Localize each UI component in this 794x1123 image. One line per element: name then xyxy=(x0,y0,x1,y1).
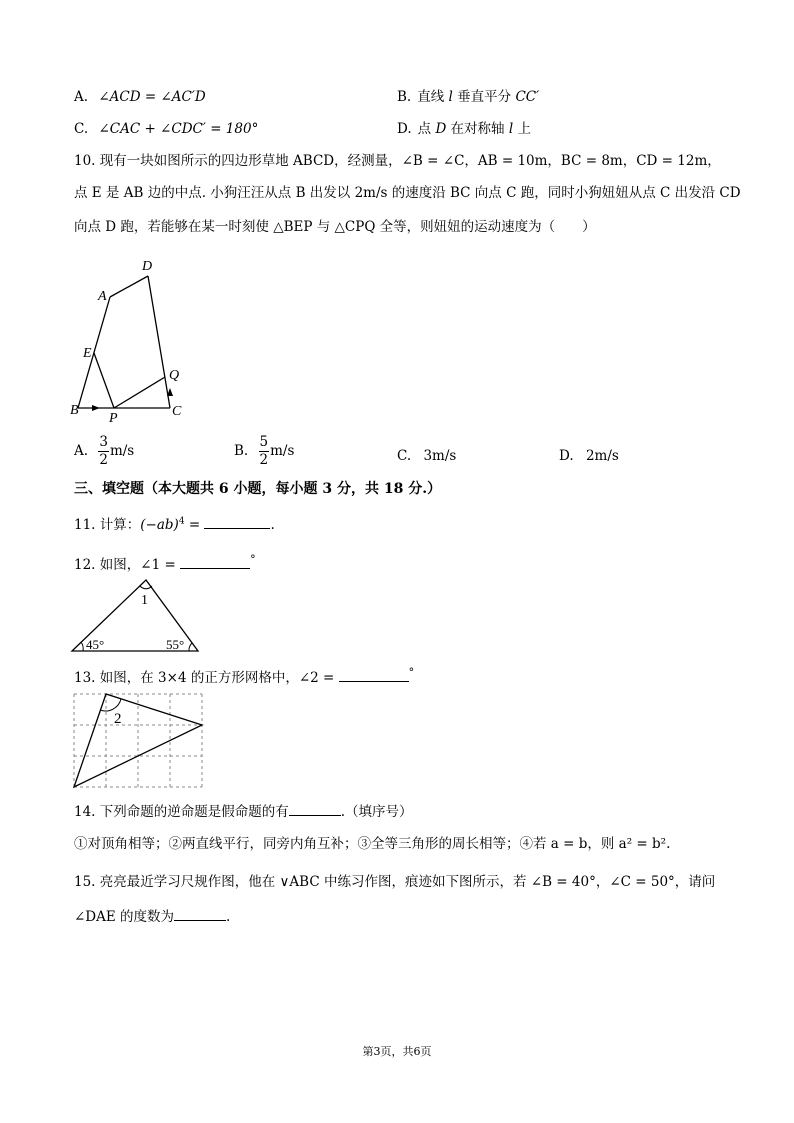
question-suffix: . xyxy=(226,909,231,925)
answer-blank[interactable] xyxy=(339,669,409,682)
label-p: P xyxy=(109,411,118,425)
angle-label-2: 2 xyxy=(114,711,122,727)
angle-label-55: 55° xyxy=(166,637,185,652)
arrow-bc-icon xyxy=(92,405,100,411)
option-label: D. xyxy=(397,121,412,137)
q9-option-d xyxy=(397,123,531,137)
q10-line-2: 点 E 是 AB 边的中点. 小狗汪汪从点 B 出发以 2m/s 的速度沿 BC 向点 C 跑，同时小狗妞妞从点 C 出发沿 CD xyxy=(74,185,741,201)
label-c: C xyxy=(172,404,182,419)
denominator: 2 xyxy=(259,451,269,468)
option-label: B. xyxy=(234,443,249,459)
exponent: 4 xyxy=(178,516,185,527)
answer-blank[interactable] xyxy=(204,516,270,529)
q12-triangle-figure xyxy=(66,574,204,654)
q9-option-a xyxy=(74,91,206,105)
answer-blank[interactable] xyxy=(289,803,341,816)
dashed-grid xyxy=(74,694,202,787)
option-text: ∠ACD = ∠AC′D xyxy=(98,89,206,105)
segment-pq xyxy=(114,377,165,408)
question-suffix: .（填序号） xyxy=(340,804,413,820)
option-text: CC′ xyxy=(515,89,540,105)
fraction xyxy=(259,436,270,467)
question-text: 11. 计算： xyxy=(74,517,141,533)
angle-45-arc xyxy=(81,642,83,651)
q10-option-d xyxy=(559,450,619,464)
expression: (−ab) xyxy=(140,517,179,533)
q15-line-1: 15. 亮亮最近学习尺规作图，他在 ∨ABC 中练习作图，痕迹如下图所示，若 ∠B = 40°，∠C = 50°，请问 xyxy=(74,874,716,890)
degree-sign: ° xyxy=(408,666,415,679)
q10-option-c xyxy=(397,450,456,464)
option-text: 上 xyxy=(513,121,531,137)
fraction xyxy=(98,436,109,467)
section-title: 三、填空题（本大题共 6 小题，每小题 3 分，共 18 分.） xyxy=(74,481,442,497)
q10-line-3: 向点 D 跑，若能够在某一时刻使 △BEP 与 △CPQ 全等，则妞妞的运动速度为（ ） xyxy=(74,219,596,235)
numerator: 3 xyxy=(99,434,108,450)
option-label: D. xyxy=(559,448,574,464)
option-label: C. xyxy=(74,121,89,137)
q10-option-b xyxy=(234,436,294,467)
angle-label-1: 1 xyxy=(141,593,148,608)
denominator: 2 xyxy=(99,451,108,468)
q12 xyxy=(74,554,256,573)
degree-sign: ° xyxy=(250,553,256,566)
segment-ep xyxy=(94,353,114,408)
label-b: B xyxy=(70,403,79,418)
question-text: 13. 如图，在 3×4 的正方形网格中，∠2 = xyxy=(74,670,339,686)
equals-sign: = xyxy=(184,517,205,533)
option-text: ∠CAC + ∠CDC′ = 180° xyxy=(98,121,259,137)
option-label: A. xyxy=(74,443,89,459)
option-text: 点 xyxy=(417,121,436,137)
option-unit: m/s xyxy=(109,443,135,459)
segment-ad xyxy=(110,276,148,297)
q13-grid-figure xyxy=(70,690,210,790)
option-text: l xyxy=(448,89,453,105)
q14-items: ①对顶角相等；②两直线平行，同旁内角互补；③全等三角形的周长相等；④若 a = b，则 a² = b². xyxy=(74,836,671,852)
q15-line-2 xyxy=(74,908,230,925)
answer-blank[interactable] xyxy=(174,908,226,921)
label-e: E xyxy=(83,346,92,361)
segment-dc xyxy=(148,276,170,408)
label-d: D xyxy=(142,259,153,274)
label-q: Q xyxy=(169,368,180,383)
option-text: 2m/s xyxy=(585,448,619,464)
angle-55-arc xyxy=(189,643,192,651)
option-text: l xyxy=(508,121,514,137)
option-text: 直线 xyxy=(417,89,449,105)
option-unit: m/s xyxy=(270,443,295,459)
q14 xyxy=(74,803,413,820)
q9-option-b xyxy=(397,91,539,105)
question-text: 14. 下列命题的逆命题是假命题的有 xyxy=(74,804,289,820)
page-footer: 第3页，共6页 xyxy=(362,1045,432,1058)
numerator: 5 xyxy=(259,434,269,450)
option-text: D xyxy=(435,121,447,137)
q13 xyxy=(74,667,414,686)
label-a: A xyxy=(98,289,107,304)
option-text: 垂直平分 xyxy=(452,89,516,105)
option-label: A. xyxy=(74,89,89,105)
angle-label-45: 45° xyxy=(86,637,105,652)
q9-option-c xyxy=(74,123,258,137)
q10-quadrilateral-figure xyxy=(64,255,204,425)
answer-blank[interactable] xyxy=(180,556,250,569)
q10-option-a xyxy=(74,436,134,467)
option-label: B. xyxy=(397,89,412,105)
option-label: C. xyxy=(397,448,412,464)
q11 xyxy=(74,516,275,533)
question-text: 12. 如图，∠1 = xyxy=(74,557,181,573)
question-text: ∠DAE 的度数为 xyxy=(74,909,175,925)
option-text: 在对称轴 xyxy=(446,121,509,137)
option-text: 3m/s xyxy=(423,448,457,464)
q10-line-1: 10. 现有一块如图所示的四边形草地 ABCD，经测量，∠B = ∠C，AB = 10m，BC = 8m，CD = 12m， xyxy=(74,153,721,169)
question-suffix: . xyxy=(270,517,275,533)
